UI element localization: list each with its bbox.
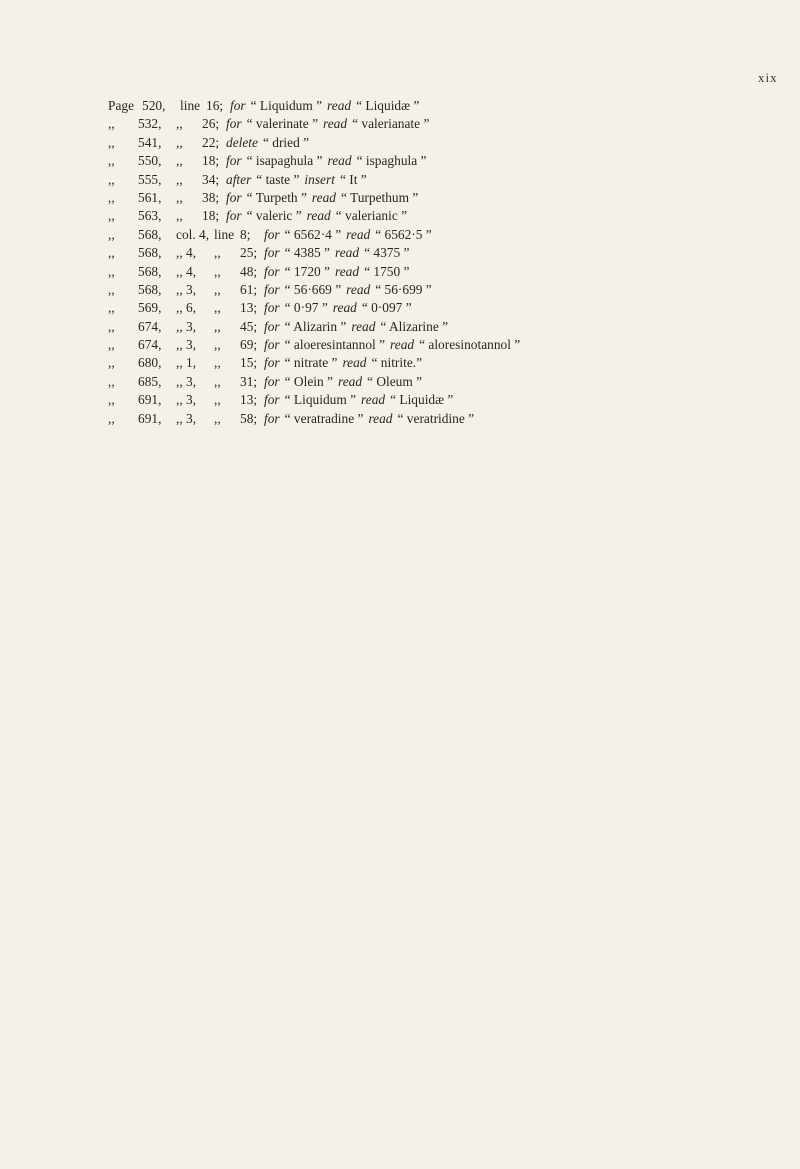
wrong-text: “ Liquidum ” [284,392,357,408]
row-lead: ,, [108,300,115,316]
page-ref: 674, [138,337,162,353]
errata-row [108,391,520,409]
correction [264,263,409,281]
correction [264,336,520,354]
row-lead: ,, [108,189,115,205]
row-lead: ,, [108,318,115,334]
line-ref: 8; [240,226,251,242]
for-word: for [264,337,280,353]
wrong-text: “ dried ” [262,134,310,150]
errata-row [108,152,520,170]
column-ref: ,, 6, [176,300,197,316]
right-text: “ Liquidæ ” [390,392,454,408]
column-ref: ,, 3, [176,410,197,426]
errata-row [108,97,520,115]
column-ref: ,, 4, [176,245,197,261]
errata-row [108,207,520,225]
page-ref: 680, [138,355,162,371]
page-ref: 685, [138,373,162,389]
correction [230,97,419,115]
errata-row [108,244,520,262]
page-ref: 568, [138,226,162,242]
for-word: after [226,171,252,187]
errata-row [108,134,520,152]
for-word: for [226,153,242,169]
read-word: insert [304,171,335,187]
row-lead: ,, [108,153,115,169]
correction [226,115,429,133]
wrong-text: “ aloeresintannol ” [284,337,386,353]
for-word: for [226,208,242,224]
wrong-text: “ Olein ” [284,373,333,389]
errata-row [108,189,520,207]
correction [264,318,448,336]
read-word: read [342,355,367,371]
correction [264,410,474,428]
row-lead: ,, [108,226,115,242]
page-ref: 520, [142,98,166,113]
line-ref: 22; [202,134,220,150]
right-text: “ Liquidæ ” [356,98,420,113]
line-word: line [214,226,235,242]
line-word: ,, [176,153,183,169]
page-ref: 568, [138,281,162,297]
errata-row [108,410,520,428]
row-lead: ,, [108,281,115,297]
line-ref: 13; [240,300,258,316]
for-word: for [264,226,280,242]
correction [264,244,409,262]
line-ref: 13; [240,392,258,408]
read-word: read [311,189,336,205]
for-word: for [264,300,280,316]
correction [264,299,412,317]
line-word: ,, [214,373,221,389]
read-word: read [335,263,360,279]
wrong-text: “ 0·97 ” [284,300,328,316]
column-ref: col. 4, [176,226,210,242]
page-ref: 691, [138,410,162,426]
line-word: ,, [214,300,221,316]
errata-row [108,115,520,133]
page-number: xix [758,70,778,85]
line-ref: 26; [202,116,220,132]
row-lead: ,, [108,410,115,426]
right-text: “ 4375 ” [364,245,410,261]
wrong-text: “ taste ” [256,171,300,187]
wrong-text: “ Turpeth ” [246,189,307,205]
errata-row [108,354,520,372]
row-lead: ,, [108,116,115,132]
read-word: read [327,98,352,113]
line-word: ,, [176,171,183,187]
for-word: for [264,263,280,279]
for-word: for [264,318,280,334]
line-word: ,, [214,245,221,261]
right-text: “ 56·699 ” [375,281,432,297]
column-ref: ,, 3, [176,281,197,297]
right-text: “ 6562·5 ” [375,226,432,242]
errata-list [108,97,520,428]
correction [264,281,432,299]
page-ref: 563, [138,208,162,224]
right-text: “ valerianate ” [352,116,430,132]
row-lead: ,, [108,392,115,408]
right-text: “ nitrite.” [371,355,423,371]
row-lead: ,, [108,245,115,261]
page-ref: 541, [138,134,162,150]
right-text: “ ispaghula ” [356,153,427,169]
for-word: for [226,189,242,205]
line-ref: 48; [240,263,258,279]
read-word: read [390,337,415,353]
row-lead: ,, [108,134,115,150]
read-word: read [323,116,348,132]
correction [264,226,432,244]
page-ref: 569, [138,300,162,316]
line-ref: 18; [202,208,220,224]
right-text: “ 0·097 ” [361,300,412,316]
for-word: for [264,373,280,389]
read-word: read [327,153,352,169]
errata-row [108,226,520,244]
correction [226,207,407,225]
wrong-text: “ valerinate ” [246,116,319,132]
line-ref: 25; [240,245,258,261]
page-ref: 674, [138,318,162,334]
errata-row [108,299,520,317]
for-word: for [264,410,280,426]
wrong-text: “ 6562·4 ” [284,226,342,242]
for-word: for [264,355,280,371]
correction [264,373,422,391]
errata-row [108,263,520,281]
line-ref: 38; [202,189,220,205]
read-word: read [337,373,363,389]
page-ref: 568, [138,245,162,261]
row-lead: ,, [108,263,115,279]
line-ref: 15; [240,355,258,371]
right-text: “ Turpethum ” [340,189,419,205]
page-ref: 532, [138,116,162,132]
errata-row [108,318,520,336]
line-word: ,, [214,355,221,371]
page-ref: 550, [138,153,162,169]
column-ref: ,, 3, [176,337,197,353]
wrong-text: “ isapaghula ” [246,153,323,169]
wrong-text: “ 1720 ” [284,263,331,279]
row-lead: Page [108,98,135,113]
page-ref: 561, [138,189,162,205]
correction [226,171,367,189]
column-ref: ,, 3, [176,373,197,389]
read-word: read [361,392,386,408]
read-word: read [335,245,360,261]
line-ref: 45; [240,318,258,334]
line-ref: 58; [240,410,258,426]
line-word: ,, [176,116,183,132]
right-text: “ Oleum ” [367,373,423,389]
right-text: “ It ” [339,171,367,187]
for-word: for [226,116,242,132]
for-word: for [230,98,246,113]
line-ref: 18; [202,153,220,169]
line-ref: 69; [240,337,258,353]
right-text: “ veratridine ” [397,410,475,426]
row-lead: ,, [108,373,115,389]
line-word: ,, [214,263,221,279]
correction [264,354,422,372]
wrong-text: “ nitrate ” [284,355,338,371]
line-word: ,, [176,208,183,224]
line-ref: 61; [240,281,258,297]
read-word: read [368,410,393,426]
page-ref: 568, [138,263,162,279]
errata-row [108,373,520,391]
line-word: ,, [176,189,183,205]
line-word: ,, [176,134,183,150]
line-word: ,, [214,410,221,426]
for-word: for [264,281,280,297]
for-word: for [264,392,280,408]
page-ref: 691, [138,392,162,408]
row-lead: ,, [108,208,115,224]
read-word: read [351,318,376,334]
line-ref: 34; [202,171,220,187]
correction [264,391,453,409]
right-text: “ valerianic ” [335,208,408,224]
row-lead: ,, [108,171,115,187]
correction [226,134,309,152]
page-ref: 555, [138,171,162,187]
errata-row [108,336,520,354]
wrong-text: “ valeric ” [246,208,302,224]
correction [226,189,418,207]
errata-row [108,281,520,299]
wrong-text: “ 4385 ” [284,245,331,261]
line-word: ,, [214,318,221,334]
for-word: delete [226,134,258,150]
row-lead: ,, [108,355,115,371]
line-ref: 31; [240,373,258,389]
right-text: “ aloresinotannol ” [419,337,521,353]
line-word: ,, [214,281,221,297]
column-ref: ,, 3, [176,392,197,408]
wrong-text: “ 56·669 ” [284,281,342,297]
column-ref: ,, 4, [176,263,197,279]
wrong-text: “ Liquidum ” [250,98,323,113]
wrong-text: “ Alizarin ” [284,318,347,334]
read-word: read [346,226,371,242]
column-ref: ,, 1, [176,355,197,371]
for-word: for [264,245,280,261]
line-word: line [180,98,201,113]
line-ref: 16; [206,98,224,113]
line-word: ,, [214,392,221,408]
read-word: read [306,208,331,224]
wrong-text: “ veratradine ” [284,410,364,426]
row-lead: ,, [108,337,115,353]
line-word: ,, [214,337,221,353]
read-word: read [332,300,357,316]
correction [226,152,426,170]
right-text: “ 1750 ” [364,263,410,279]
column-ref: ,, 3, [176,318,197,334]
right-text: “ Alizarine ” [380,318,449,334]
read-word: read [346,281,371,297]
errata-row [108,171,520,189]
